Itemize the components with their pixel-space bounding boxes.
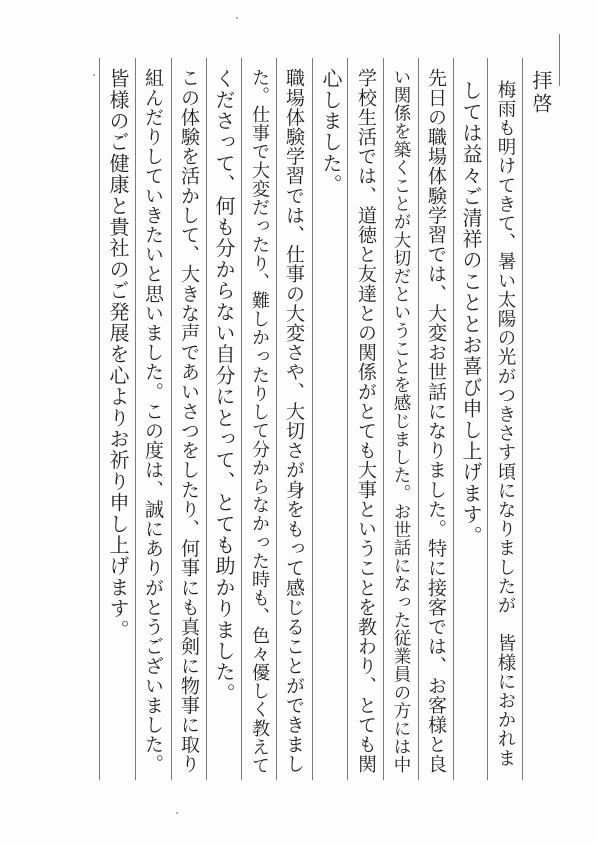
ruled-line bbox=[559, 34, 560, 86]
scan-speck bbox=[93, 74, 95, 76]
ruled-line bbox=[347, 58, 348, 780]
ruled-line bbox=[135, 58, 136, 780]
letter-line-9: くださって、何も分からない自分にとって、とても助かりました。 bbox=[212, 68, 236, 704]
letter-greeting: 拝啓 bbox=[529, 70, 553, 116]
letter-line-3: 先日の職場体験学習では、大変お世話になりました。特に接客では、お客様と良 bbox=[425, 68, 447, 774]
ruled-line bbox=[241, 58, 242, 780]
ruled-line bbox=[206, 58, 207, 780]
scan-speck bbox=[236, 17, 238, 19]
letter-line-4: い関係を築くことが大切だということを感じました。お世話になった従業員の方には中 bbox=[391, 68, 411, 774]
ruled-line bbox=[418, 58, 419, 780]
scan-speck bbox=[176, 812, 178, 814]
letter-line-5: 学校生活では、道徳と友達との関係がとても大事ということを教わり、とても関 bbox=[355, 68, 377, 774]
letter-line-7: 職場体験学習では、仕事の大変さや、大切さが身をもって感じることができまし bbox=[283, 68, 305, 774]
ruled-line bbox=[276, 58, 277, 780]
letter-line-1: 梅雨も明けてきて、暑い太陽の光がつきさす頃になりましたが 皆様におかれま bbox=[495, 80, 516, 768]
letter-line-8: た。仕事で大変だったり、難しかったりして分からなかった時も、色々優しく教えて bbox=[249, 68, 270, 775]
ruled-line bbox=[383, 58, 384, 780]
letter-line-10: この体験を活かして、大きな声であいさつをしたり、何事にも真剣に物事に取り bbox=[178, 68, 200, 774]
ruled-line bbox=[312, 58, 313, 780]
ruled-line bbox=[99, 58, 100, 780]
letter-line-6: 心しました。 bbox=[319, 68, 343, 196]
ruled-line bbox=[487, 58, 488, 780]
ruled-line bbox=[453, 58, 454, 780]
letter-line-2: しては益々ご清祥のこととお喜び申し上げます。 bbox=[459, 80, 483, 547]
letter-line-12: 皆様のご健康と貴社のご発展を心よりお祈り申し上げます。 bbox=[106, 68, 130, 641]
ruled-line bbox=[522, 58, 523, 780]
ruled-line bbox=[171, 58, 172, 780]
letter-line-11: 組んだりしていきたいと思いました。この度は、誠にありがとうございました。 bbox=[142, 68, 164, 774]
